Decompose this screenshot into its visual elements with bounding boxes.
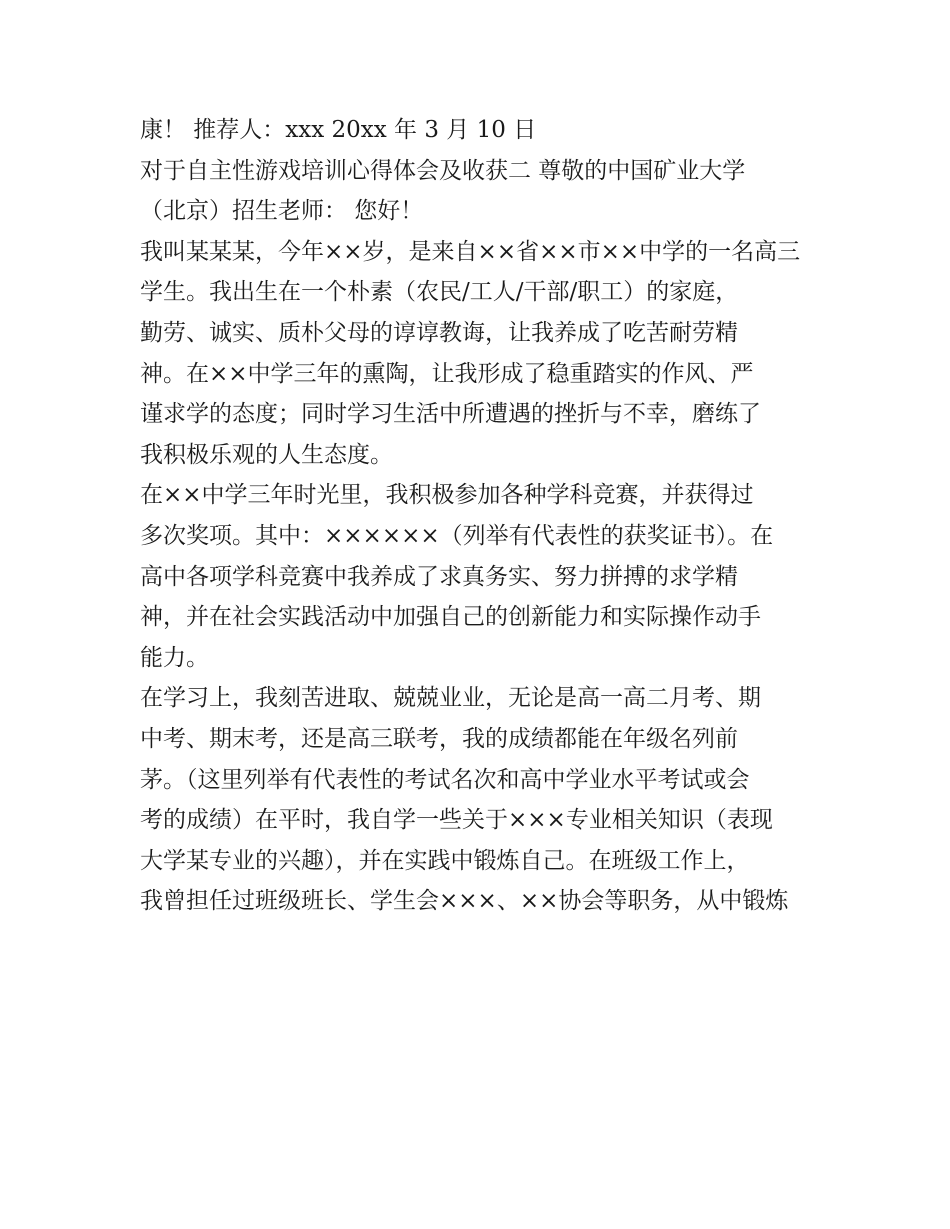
text-line-18: 考的成绩）在平时，我自学一些关于×××专业相关知识（表现	[140, 807, 773, 834]
text-line-7: 神。在××中学三年的熏陶，让我形成了稳重踏实的作风、严	[140, 360, 754, 387]
text-line-13: 神，并在社会实践活动中加强自己的创新能力和实际操作动手	[140, 604, 761, 631]
text-line-2: 对于自主性游戏培训心得体会及收获二 尊敬的中国矿业大学	[140, 157, 746, 184]
text-line-9: 我积极乐观的人生态度。	[140, 441, 393, 468]
text-line-3: （北京）招生老师： 您好！	[140, 198, 424, 225]
text-line-8: 谨求学的态度；同时学习生活中所遭遇的挫折与不幸，磨练了	[140, 401, 761, 428]
text-line-11: 多次奖项。其中：××××××（列举有代表性的获奖证书）。在	[140, 522, 774, 549]
text-line-1: 康！ 推荐人：xxx 20xx 年 3 月 10 日	[140, 117, 537, 143]
text-line-5: 学生。我出生在一个朴素（农民/工人/干部/职工）的家庭，	[140, 279, 739, 306]
document-body	[140, 110, 815, 922]
text-line-12: 高中各项学科竞赛中我养成了求真务实、努力拼搏的求学精	[140, 563, 738, 590]
text-line-10: 在××中学三年时光里，我积极参加各种学科竞赛，并获得过	[140, 482, 754, 509]
text-line-20: 我曾担任过班级班长、学生会×××、××协会等职务，从中锻炼	[140, 888, 789, 915]
text-line-19: 大学某专业的兴趣），并在实践中锻炼自己。在班级工作上，	[140, 847, 750, 874]
text-line-4: 我叫某某某，今年××岁，是来自××省××市××中学的一名高三	[140, 238, 801, 265]
text-line-16: 中考、期末考，还是高三联考，我的成绩都能在年级名列前	[140, 725, 738, 752]
text-line-17: 茅。（这里列举有代表性的考试名次和高中学业水平考试或会	[140, 766, 750, 793]
text-line-6: 勤劳、诚实、质朴父母的谆谆教诲，让我养成了吃苦耐劳精	[140, 319, 738, 346]
text-line-15: 在学习上，我刻苦进取、兢兢业业，无论是高一高二月考、期	[140, 685, 761, 712]
text-line-14: 能力。	[140, 644, 209, 671]
